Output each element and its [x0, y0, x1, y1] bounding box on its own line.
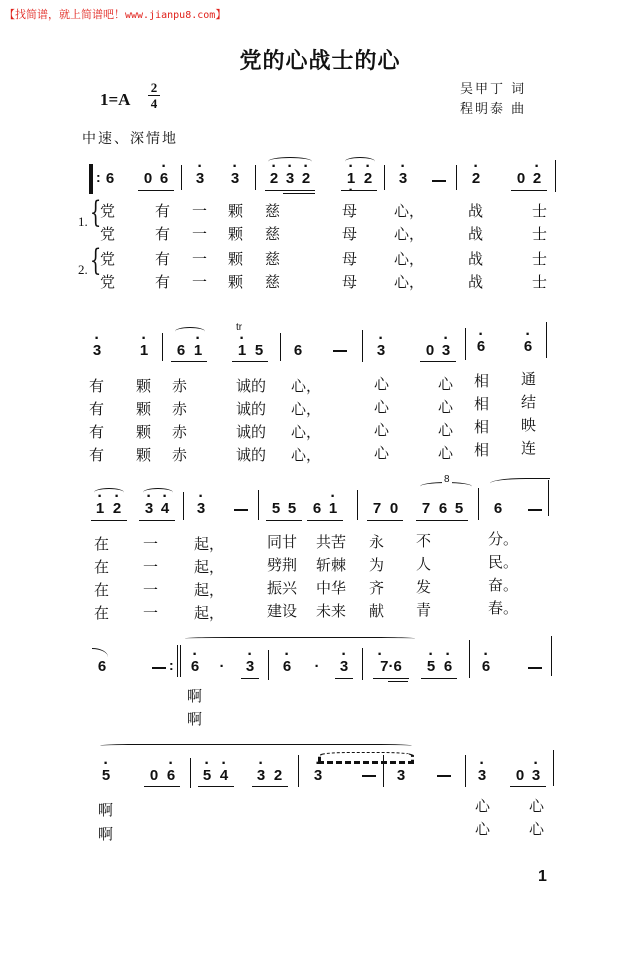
lyric: 共苦 — [316, 533, 347, 551]
note: · 7·6 — [374, 658, 408, 675]
lyric: 颗 — [136, 423, 152, 441]
note: · 3 — [91, 342, 103, 359]
note: 6 — [312, 500, 322, 517]
lyric: 心， — [291, 377, 322, 395]
site-banner[interactable] — [4, 6, 226, 22]
lyric: 战 — [468, 202, 484, 220]
time-denominator: 4 — [150, 96, 158, 111]
note: 6 — [176, 342, 186, 359]
lyric: 心， — [394, 273, 425, 291]
sustain-dash — [528, 667, 542, 669]
underline-eighth — [241, 678, 259, 679]
lyric: 一 — [192, 202, 208, 220]
note: · 5 — [425, 658, 437, 675]
note: · 6 — [165, 767, 177, 784]
lyric: 有 — [155, 273, 171, 291]
underline-eighth — [421, 678, 457, 679]
note: 6 — [493, 500, 503, 517]
note: 5 — [254, 342, 264, 359]
lyric: 心， — [394, 225, 425, 243]
note: 2 — [273, 767, 283, 784]
repeat-start-barline — [89, 164, 93, 194]
note: · 6 — [475, 338, 487, 355]
lyric: 建设 — [267, 602, 298, 620]
lyric: 党 — [100, 250, 116, 268]
augmentation-dot: · — [219, 658, 225, 675]
lyric: 士 — [532, 273, 548, 291]
lyric: 啊 — [98, 825, 114, 843]
barline — [183, 492, 184, 520]
note: · 2 — [111, 500, 123, 517]
sustain-dash — [528, 509, 542, 511]
lyric: 心 — [374, 444, 390, 462]
lyric: 心 — [374, 375, 390, 393]
underline-eighth — [266, 520, 302, 521]
note: · 2 — [470, 170, 482, 187]
verse-number: 2. — [78, 262, 88, 277]
song-title: 党的心战士的心 — [239, 48, 401, 74]
note: · 3 — [440, 342, 452, 359]
underline-eighth — [171, 361, 207, 362]
note: · 6 — [189, 658, 201, 675]
lyric: 慈 — [265, 225, 281, 243]
lyric: 心 — [475, 797, 491, 815]
lyric: 奋。 — [488, 576, 519, 594]
note: · 3 — [338, 658, 350, 675]
lyric: 起， — [194, 604, 225, 622]
lyric: 一 — [143, 604, 159, 622]
lyric: 诚的 — [236, 423, 267, 441]
note: · 5 — [201, 767, 213, 784]
barline — [384, 165, 385, 190]
note: 6 — [293, 342, 303, 359]
barline — [280, 333, 281, 361]
lyric: 士 — [532, 250, 548, 268]
note: 0 — [516, 170, 526, 187]
lyric: 诚的 — [236, 377, 267, 395]
key-signature: 1=A — [100, 90, 131, 109]
note: · 1 — [192, 342, 204, 359]
barline — [162, 333, 163, 361]
tuplet-number: 8 — [444, 474, 450, 485]
lyric: 心 — [438, 421, 454, 439]
note: · 3 — [395, 767, 407, 784]
underline-eighth — [252, 786, 288, 787]
lyric: 颗 — [228, 273, 244, 291]
lyric: 发 — [416, 578, 432, 596]
barline — [190, 758, 191, 788]
sustain-dash — [432, 180, 446, 182]
lyric: 赤 — [172, 423, 188, 441]
lyric: 一 — [192, 225, 208, 243]
barline — [383, 755, 384, 787]
note: · 3 — [255, 767, 267, 784]
barline — [357, 490, 358, 520]
lyric: 赤 — [172, 446, 188, 464]
lyric: 诚的 — [236, 400, 267, 418]
note: · 6 — [522, 338, 534, 355]
barline — [551, 636, 552, 676]
note: · 3 — [143, 500, 155, 517]
note: 0 — [515, 767, 525, 784]
lyric: 中华 — [316, 579, 347, 597]
lyric: 人 — [416, 555, 432, 573]
note: · 2 — [362, 170, 374, 187]
lyric: 有 — [155, 225, 171, 243]
lyric: 心 — [475, 820, 491, 838]
underline-eighth — [307, 520, 343, 521]
lyric: 映 — [521, 416, 537, 434]
tie-to-next-line — [490, 478, 550, 487]
note: · 1 — [138, 342, 150, 359]
phrase-slur — [185, 637, 415, 644]
lyric: 为 — [369, 556, 385, 574]
lyric: 心， — [291, 423, 322, 441]
underline-eighth — [91, 520, 127, 521]
lyric: 相 — [474, 441, 490, 459]
lyric: 起， — [194, 581, 225, 599]
lyric: 母 — [342, 250, 358, 268]
note: · 3 — [284, 170, 296, 187]
note: · 1 — [327, 500, 339, 517]
lyric: 在 — [94, 558, 110, 576]
lyric: 献 — [369, 602, 385, 620]
lyric: 有 — [89, 446, 105, 464]
lyric: 一 — [143, 535, 159, 553]
note: · 6 — [480, 658, 492, 675]
trill-ornament-icon: tr — [236, 322, 243, 333]
underline-eighth — [335, 678, 353, 679]
lyric: 心， — [394, 202, 425, 220]
lyric: 心 — [438, 398, 454, 416]
lyric: 战 — [468, 250, 484, 268]
barline — [469, 640, 470, 678]
lyric: 同甘 — [267, 533, 298, 551]
lyric: 一 — [143, 581, 159, 599]
barline — [258, 490, 259, 520]
repeat-dots: : — [169, 657, 174, 673]
note: · 5 — [100, 767, 112, 784]
lyric: 有 — [155, 202, 171, 220]
lyric: 心 — [529, 797, 545, 815]
barline — [255, 165, 256, 190]
note: 6 — [97, 658, 107, 675]
note: 0 — [425, 342, 435, 359]
sustain-dash — [362, 775, 376, 777]
note: 5 — [287, 500, 297, 517]
note: · 3 — [476, 767, 488, 784]
underline-eighth — [138, 190, 174, 191]
banner-text: 【找简谱，就上简谱吧！ — [4, 8, 125, 21]
lyric: 有 — [89, 400, 105, 418]
underline-eighth — [232, 361, 268, 362]
lyric: 心 — [374, 421, 390, 439]
underline-eighth — [341, 190, 377, 191]
barline — [553, 750, 554, 786]
barline — [362, 330, 363, 362]
note: 7 — [372, 500, 382, 517]
note: · 4 — [159, 500, 171, 517]
lyric: 颗 — [228, 202, 244, 220]
lyric: 心 — [374, 398, 390, 416]
underline-eighth — [265, 190, 315, 191]
underline-eighth — [139, 520, 175, 521]
note: · 3 — [397, 170, 409, 187]
lyric: 结 — [521, 393, 537, 411]
lyric: 赤 — [172, 377, 188, 395]
note: · 3 — [229, 170, 241, 187]
note: 0 — [149, 767, 159, 784]
lyric: 母 — [342, 273, 358, 291]
underline-eighth — [367, 520, 403, 521]
lyric: 心， — [394, 250, 425, 268]
note: · 1 · — [345, 170, 357, 187]
lyric: 起， — [194, 535, 225, 553]
underline-eighth — [373, 678, 409, 679]
barline — [465, 755, 466, 787]
lyric: 连 — [521, 439, 537, 457]
note: · 2 — [531, 170, 543, 187]
lyric: 颗 — [228, 250, 244, 268]
lyric: 颗 — [136, 377, 152, 395]
time-numerator: 2 — [148, 80, 160, 96]
lyric: 党 — [100, 225, 116, 243]
lyric: 士 — [532, 202, 548, 220]
verse-brace: { — [89, 195, 102, 230]
barline — [181, 165, 182, 190]
lyric: 士 — [532, 225, 548, 243]
lyric: 有 — [155, 250, 171, 268]
time-signature — [148, 80, 160, 111]
lyric: 斩棘 — [316, 556, 347, 574]
note: · 3 — [195, 500, 207, 517]
barline — [548, 480, 549, 516]
barline — [268, 650, 269, 680]
lyric: 党 — [100, 273, 116, 291]
lyric: 起， — [194, 558, 225, 576]
barline — [298, 755, 299, 787]
underline-eighth — [420, 361, 456, 362]
note: · 1 — [236, 342, 248, 359]
note: · 6 — [281, 658, 293, 675]
note: 0 — [143, 170, 153, 187]
lyric: 慈 — [265, 250, 281, 268]
lyric: 心， — [291, 446, 322, 464]
lyric: 青 — [416, 601, 432, 619]
lyric: 春。 — [488, 599, 519, 617]
lyric: 母 — [342, 225, 358, 243]
lyric: 战 — [468, 273, 484, 291]
barline — [478, 488, 479, 520]
lyric: 通 — [521, 370, 537, 388]
lyric: 一 — [192, 250, 208, 268]
lyric: 永 — [369, 533, 385, 551]
augmentation-dot: · — [314, 658, 320, 675]
lyric: 不 — [416, 532, 432, 550]
page-number: 1 — [538, 868, 547, 885]
lyric: 党 — [100, 202, 116, 220]
underline-eighth — [198, 786, 234, 787]
lyric: 慈 — [265, 202, 281, 220]
banner-close: 】 — [215, 8, 227, 21]
lyric: 分。 — [488, 530, 519, 548]
note: · 4 — [218, 767, 230, 784]
barline — [555, 160, 556, 192]
composer: 程明泰 曲 — [460, 102, 527, 117]
barline — [362, 648, 363, 680]
lyric: 心 — [438, 444, 454, 462]
sustain-dash — [333, 350, 347, 352]
note: · 1 — [94, 500, 106, 517]
credits — [460, 80, 526, 120]
lyric: 有 — [89, 377, 105, 395]
lyric: 在 — [94, 581, 110, 599]
note: · 3 — [375, 342, 387, 359]
repeat-dots: : — [96, 169, 101, 185]
sustain-dash — [437, 775, 451, 777]
note: · 2 — [300, 170, 312, 187]
note: · 3 — [194, 170, 206, 187]
lyric: 战 — [468, 225, 484, 243]
lyric: 振兴 — [267, 579, 298, 597]
lyric: 在 — [94, 535, 110, 553]
lyric: 相 — [474, 418, 490, 436]
lyricist: 吴甲丁 词 — [460, 82, 527, 97]
note: · 3 — [312, 767, 324, 784]
tempo-marking: 中速、深情地 — [82, 131, 178, 147]
verse-number: 1. — [78, 214, 88, 229]
lyric: 相 — [474, 395, 490, 413]
lyric: 颗 — [136, 446, 152, 464]
sustain-dash — [152, 667, 166, 669]
lyric: 在 — [94, 604, 110, 622]
lyric: 心， — [291, 400, 322, 418]
lyric: 颗 — [136, 400, 152, 418]
lyric: 啊 — [98, 801, 114, 819]
note: 7 — [421, 500, 431, 517]
note: 0 — [389, 500, 399, 517]
note: · 3 — [244, 658, 256, 675]
lyric: 心 — [529, 820, 545, 838]
note: · 2 — [268, 170, 280, 187]
underline-eighth — [416, 520, 468, 521]
underline-sixteenth — [388, 681, 408, 682]
lyric: 赤 — [172, 400, 188, 418]
lyric: 一 — [192, 273, 208, 291]
underline-sixteenth — [283, 193, 315, 194]
lyric: 母 — [342, 202, 358, 220]
lyric: 劈荆 — [267, 556, 298, 574]
tie-end — [92, 648, 108, 657]
lyric: 未来 — [316, 602, 347, 620]
lyric: 心 — [438, 375, 454, 393]
lyric: 慈 — [265, 273, 281, 291]
note: 6 — [438, 500, 448, 517]
underline-eighth — [510, 786, 546, 787]
note: 5 — [271, 500, 281, 517]
barline — [456, 165, 457, 190]
underline-eighth — [511, 190, 547, 191]
note: 6 — [105, 170, 115, 187]
repeat-end-barline — [177, 645, 181, 677]
lyric: 啊 — [187, 687, 203, 705]
lyric: 有 — [89, 423, 105, 441]
verse-brace: { — [89, 243, 102, 278]
lyric: 民。 — [488, 553, 519, 571]
lyric: 齐 — [369, 579, 385, 597]
note: 5 — [454, 500, 464, 517]
note: · 6 — [442, 658, 454, 675]
underline-eighth — [144, 786, 180, 787]
banner-url[interactable]: www.jianpu8.com — [125, 10, 216, 21]
lyric: 颗 — [228, 225, 244, 243]
lyric: 相 — [474, 372, 490, 390]
sustain-dash — [234, 509, 248, 511]
lyric: 一 — [143, 558, 159, 576]
barline — [465, 328, 466, 360]
lyric: 啊 — [187, 710, 203, 728]
lyric: 诚的 — [236, 446, 267, 464]
note: · 6 — [158, 170, 170, 187]
barline — [546, 322, 547, 358]
note: · 3 — [530, 767, 542, 784]
